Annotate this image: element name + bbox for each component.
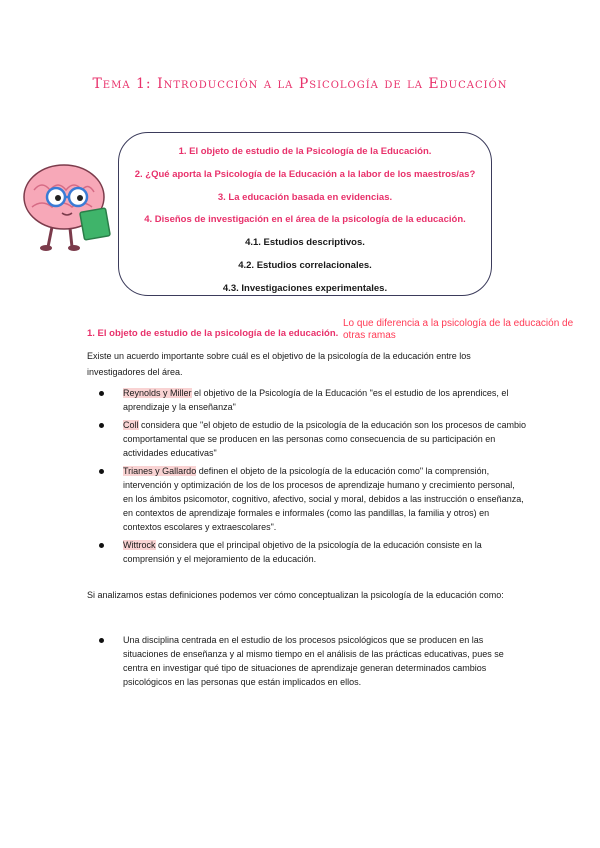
- intro-paragraph: Existe un acuerdo importante sobre cuál es el objetivo de la psicología de la educación entre los investigadores del área.: [87, 351, 471, 377]
- bullet-dot: [99, 638, 104, 643]
- definition-text: el objetivo de la Psicología de la Educación "es el estudio de los aprendices, el aprendizaje y la enseñanza": [123, 388, 509, 412]
- bullet-dot: [99, 469, 104, 474]
- handwritten-annotation: Lo que diferencia a la psicología de la educación de otras ramas: [343, 318, 574, 341]
- definition-text: definen el objeto de la psicología de la educación como" la comprensión, intervención y optimización de los de los procesos de aprendizaje humano y crecimiento personal, en los ámbitos psicomotor, cognitivo, afectivo, social y moral, debidos a las instrucción o enseñanza, en contextos de aprendizaje formales e informales (como las pandillas, la familia y otros) en contextos escolares y extraescolares".: [123, 466, 524, 532]
- list-item: [87, 418, 527, 460]
- section-heading: 1. El objeto de estudio de la psicología de la educación.: [87, 328, 339, 339]
- bullet-dot: [99, 423, 104, 428]
- list-item: [87, 633, 527, 689]
- toc-item-2: 2. ¿Qué aporta la Psicología de la Educación a la labor de los maestros/as?: [134, 169, 476, 180]
- toc-item-4-1: 4.1. Estudios descriptivos.: [245, 237, 365, 248]
- list-item: [87, 464, 527, 534]
- author-highlight: Reynolds y Miller: [123, 388, 192, 398]
- toc-item-3: 3. La educación basada en evidencias.: [217, 192, 393, 203]
- author-highlight: Trianes y Gallardo: [123, 466, 197, 476]
- analysis-paragraph: Si analizamos estas definiciones podemos ver cómo conceptualizan la psicología de la educación como:: [87, 590, 504, 600]
- toc-item-4: 4. Diseños de investigación en el área de la psicología de la educación.: [144, 214, 466, 225]
- definition-text: considera que el principal objetivo de la psicología de la educación consiste en la comprensión y el mejoramiento de la educación.: [123, 540, 482, 564]
- definition-text: considera que "el objeto de estudio de la psicología de la educación son los procesos de cambio comportamental que se producen en las personas como consecuencia de su participación en actividades educativas": [123, 420, 526, 458]
- bullet-dot: [99, 543, 104, 548]
- conclusion-text: Una disciplina centrada en el estudio de los procesos psicológicos que se producen en las situaciones de enseñanza y al mismo tiempo en el análisis de las prácticas educativas, pues se centra en investigar qué tipo de situaciones de aprendizaje generan determinados cambios psicológicos en las personas que están implicados en ellos.: [123, 635, 504, 687]
- list-item: [87, 386, 527, 414]
- brain-reading-illustration: [14, 155, 124, 255]
- definitions-list: [87, 386, 527, 570]
- list-item: [87, 538, 527, 566]
- toc-item-4-2: 4.2. Estudios correlacionales.: [238, 260, 372, 271]
- toc-item-4-3: 4.3. Investigaciones experimentales.: [222, 283, 388, 294]
- bullet-dot: [99, 391, 104, 396]
- page-title: Tema 1: Introducción a la Psicología de la Educación: [92, 76, 508, 92]
- conclusion-list: [87, 633, 527, 693]
- author-highlight: Wittrock: [123, 540, 156, 550]
- toc-item-1: 1. El objeto de estudio de la Psicología de la Educación.: [178, 146, 432, 157]
- author-highlight: Coll: [123, 420, 139, 430]
